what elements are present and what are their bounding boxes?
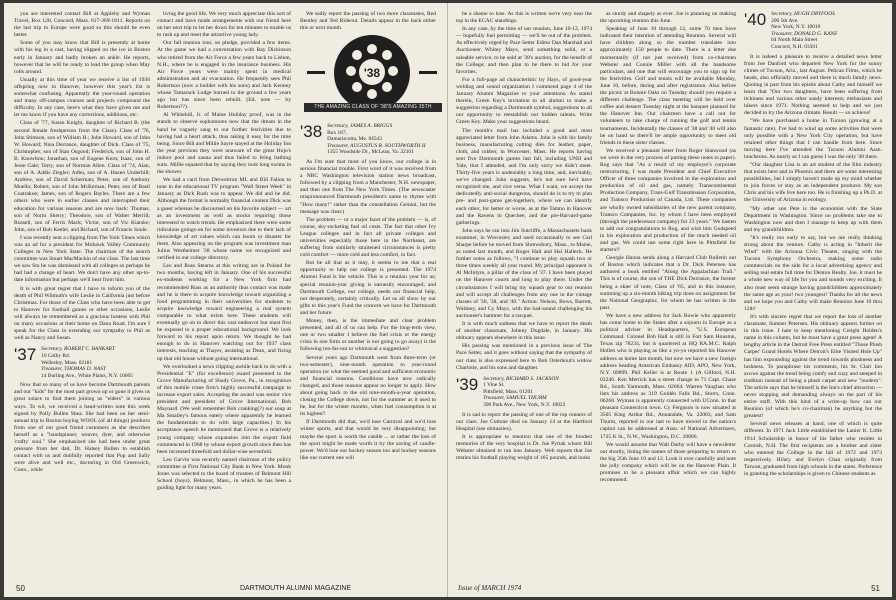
paragraph: We had a card from Derweirton ML and Bill Falion to tune in the educational TV program "Wall Street Week" in January as Dick Rush was to appear. We did and he did. Although the format is normally financial content Dick was a guest whereas he discoursed on his favorite subject — art as an investment as well as stocks requiring those interested to watch trends. He emphasized there were some ridiculous goings-on for some investors due to their lack of knowledge of art values which can boom or disaster for them. Also appearing on the program was investment man Julius Westheimer '38 whose name we recognized and verified in our college directory. [157, 177, 291, 262]
class-year: '40 [744, 10, 767, 29]
right-column-3 [744, 11, 882, 479]
left-column-3 [300, 119, 436, 463]
secretary-name: Secretary, ROBERT C. BANKART [41, 346, 115, 353]
left-column-2 [157, 11, 291, 493]
paragraph: The problem — or a major facet of the problem — is, of course, sky-rocketing fuel oil costs. The fact that other Ivy League colleges and in fact all private colleges and universities especially those here in the Northeast, are suffering from similarly straitened circumstances is pretty cold comfort — more cold and less comfort, in fact. [300, 216, 436, 259]
class-year: '38 [300, 122, 323, 141]
left-page [4, 3, 448, 597]
magazine-spread [4, 3, 892, 597]
paragraph: "Our daughter Lisa is an art student of the film industry that exists here and in Phoenix and there are some interesting possibilities, but I simply haven't made up my mind whether to join forces or stay as an independent producer. My son Chris and his wife live here too. He is finishing up a Ph.D. at the University of Arizona in ecology. [744, 161, 882, 204]
paragraph: As I'm sure that most of you know, our college is in serious financial trouble. First word of it was received from a NBC Washington television station news broadcast, followed by a clipping from a Manchester, N.H. newspaper, and then one from The New York Times. (The newscaster mispronounced Dartmouth president's name to rhyme with "How many!" rather than the constellation Gemini, but the message was clear.) [300, 158, 436, 215]
paragraph: If Dartmouth did that, we'd lose Carnival and we'd lose winter sports, and that would be very disappointing; but maybe the sport is worth the candle ... or rather the loss of the sport might be made worth it by the saving of candle-power. We'd lose our hockey season too and hockey seasons like our current one will [300, 419, 436, 461]
paragraph: For a full-page ad characteristic by Hays, of good-year welding and sound organization I commend page 4 of the January Alumni Magazine to your attentions. As stated therein, Green Key's invitation to all alumni to make a suggestion regarding a Dartmouth symbol, suggestions to all our opportunity to reestablish our hidden talents. Write Green Key. Make your suggestions heard. [456, 76, 592, 126]
class-secretary-info [483, 376, 565, 409]
secretary-address: 1 Vine St. [483, 382, 505, 389]
treasurer-name: Treasurer, AUGUSTUS R. SOUTHWORTH II [327, 142, 426, 149]
paragraph: Several news releases at hand, one of which is quite different. In 1971 Jack Little established the Lanier K. Little 1914 Scholarship in honor of his father who resides in Cornish, N.H. The first recipients are a brother and sister who entered the College in the fall of 1972 and 1973 respectively. Hilary and Evelyn Chan originally from Taiwan, graduated from high schools in the states. Preference in granting the scholarships is given to Chinese students as [744, 421, 882, 477]
treasurer-address: 64 North Main Street [771, 37, 818, 44]
right-column-2 [600, 11, 736, 485]
page-footer: Issue of MARCH 1974 [458, 584, 522, 592]
paragraph: you are interested contact Bill at Appleby and Wyman Travel, Box 128, Concord, Mass. 617-369-1811. Reports on the last trip to Europe were good so this should be even better. [14, 11, 150, 39]
paragraph: as sturdy and shapely as ever. Joe is planning on making the upcoming reunion this June. [600, 11, 736, 25]
class-year: '39 [456, 374, 479, 394]
page-number: 50 [16, 584, 25, 593]
treasurer-address: 14 Burling Ave., White Plains, N.Y. 10605 [41, 372, 133, 379]
secretary-address: Box 187, [327, 129, 347, 136]
paragraph: We have a new address for Jack Bowie who apparently has come home to the States after a sojourn in Europe as a political adviser in Headquarters, "U.S. European Command. Colonel Bob Hall is still in Fort Sam Houston, Texas zip 78234, but is quartered at HQ RA.M.C. Ralph Hollen who is playing as like a yo-yo reported his Hanover address as home last month, but now we have a new foreign address heading American Embassy AID, APO, New York, N.Y. 09899. Phil Keller is at Route 1 (A Gilford, N.H. 03246. Ken Merrick has a street change to 71 Capt. Chase Rd., South Yarmouth, Mass. 02664. Warren Vaughan who lists his address as 319 Goldén Falls Rd., Storrs, Conn. 06268. Wyman is apparently connected with UConn. in that pleasant Connecticut town. Cy Ferguson is now situated at 3505 King Arthur Rd., Annandale, Va. 22003, and Sam Thurm, reported in our last to have moved to the nation's capitol can be addressed at Assn. of National Advertisers, 1725 K St., N.W., Washington, D.C. 20006. [600, 312, 736, 440]
paragraph: I was recently sent a clipping from The York Times which was an ad for a president for Mohawk Valley Community Colleges in New York State. The chairman of the search committee was Stuart MacMackin of our class. The last time we saw Stu he was dismissed with all colleges so perhaps he had had a change of heart. We don't have any other up-to-date information but perhaps we'll hear from him. [14, 234, 150, 284]
class-secretary-info [41, 346, 133, 379]
treasurer-address: 1355 Woodside Dr., McLean, Va. 22101 [327, 149, 414, 156]
paragraph: His passing was mentioned in a previous issue of The Pace Setter, and it goes without saying that the sympathy of our class is also expressed here to Bob Osterhout's widow Charlotte, and his sons and daughter. [456, 343, 592, 371]
paragraph: Al Whitehill, Jr. of Maine Holiday proof, was in the stands to observe sophomores now that the dream in the band he vaguely sang to our further festivities due to having had a heart attack, thus taking it easy for the time being. Since Bill and Millie Sayre stayed at the Holiday Inn the year previous they were unaware of the great Hojo's indoor pool and sauna and thus failed to bring bathing suits. Millie equated that by saying they took long swims in the shower. [157, 112, 291, 176]
secretary-name: Secretary, HUGH DRYFOOS [771, 11, 835, 17]
treasurer-name: Treasurer, THOMAS D. NAST [41, 366, 106, 373]
paragraph: "It's really too early to say, but we are really thinking strong about the venture. Cathy is acting in "Inherit the Wind" with the Arizona Civic Theater, singing with the Tucson Symphony Orchestra, making some radio commercials on the side for a local advertising agency and selling real estate full time for Denton Realty. Joe, it must be a whole new way of life for you and sounds very exciting. It also must seem strange having grandchildren approximately the same age as your! two youngest! Thanks for all the news and we hope you and Cathy will make Reunion June 10 thru 12th! [744, 234, 882, 312]
secretary-address: New York, N.Y. 10010 [771, 24, 821, 31]
paragraph: It is with great regret that I have to inform you of the death of Phil Wilmuth's wife Leslie in California just before Christmas. For those of the Class who have been able to get to Hanover for football games or other occasions, Leslie will always be remembered as a gracious hostess with Phil on many occasions at their home on Dana Road. I'm sure I speak for the Class in extending our sympathy to Phil as well as Nancy and Susan. [14, 285, 150, 342]
class-37-header [14, 346, 150, 379]
secretary-name: Secretary, RICHARD S. JACKSON [483, 375, 559, 382]
paragraph: We received a pleasant letter from Roger Stanwood (as we were in the very process of putting these notes to paper). Rog says that "As a result of my employer's corporate restructuring, I was made President and Chief Executive Officer of three companies involved in the exploration and production of oil and gas, namely Transcontinental Production Company, Trans-Gulf Transmission Corporation, and Transco Production of Canada, Ltd. These companies are wholly owned subsidiaries of the new parent company, Transco Companies, Inc. by whom I have been employed (through the predecessor company) for 23 years." We hasten to add our congratulations to Rog, and wish him Godspeed in his exploration and production of the much needed oil and gas. We could use some right here in Pittsfield for starters!! [600, 147, 736, 254]
paragraph: It is sad to report the passing of one of the top runners of our class. Joe Cottone died on January 14 at the Hartford Hospital (see obituaries). [456, 411, 592, 432]
paragraph: Usually at this time of year we receive a list of 1936 offspring now in Hanover, however this year's list is somewhat confusing. Apparently the year-round operation and many off-campus courses and projects compound the difficulty. In any case, here's what they have given me and let me know if you have any corrections, additions, etc. [14, 76, 150, 119]
secretary-address: Wellesley, Mass. 02181 [41, 359, 93, 366]
paragraph: John says he ran into Jim Sutcliffe, a Massachusetts bank examiner, in Worcester, and used occasionally to see Carl Sharpe before he moved from Shrewsbury, Mass., to Maine, as noted last month, and Roger Hall and Hal Halleck. He further notes as follows, "I continue to play squash two or three times weekly all year round. My principal opponent is Al McIntyre, a pillar of the class of '37. I have been played on the Hanover courts and long to play there. Under the circumstances I will bring my squash gear to our reunion and will accept all challenges from any one in the vintage classes of '36, '38, and '40." Action: Nelson, Bows, Barrett, Waldsey, and Cy Mays, with the bad-sound challenging his auctioneer's hammer for a racquet. [456, 227, 592, 319]
treasurer-name: Treasurer, DONALD G. KANE [771, 30, 838, 37]
treasurer-address: 390 Park Ave., New York, N.Y. 10022 [483, 402, 566, 409]
paragraph: It is appropriate to mention that one of the fondest memories of the very hospital is Dr. Joe Pyrtak whom Bill Webster obtained to run into January. Web reports that Joe retains his football playing weight of 165 pounds, and looks [456, 433, 592, 462]
amazing-class-banner: THE AMAZING CLASS OF '38'S AMAZING 35TH [304, 103, 442, 112]
left-column-1 [14, 11, 150, 476]
paragraph: "My other son Pete is the economist with the State Department in Washington. Since no problems take me to Washington now and then I manage to keep up with them and my grandchildren. [744, 205, 882, 233]
class-38-header [300, 123, 436, 156]
paragraph: Some of you may know that Bill is presently at home with his leg in a cast, having slipped on the ice in Boston early in January and badly broken an ankle. He reports, however that he will be ready to lead the group when May rolls around. [14, 40, 150, 75]
paragraph: The month's mail has included a good and most appreciated letter from John Adams. John is with his family business, manufacturing cutting dies for leather, paper, cloth, and rubber, in Worcester, Mass. He reports having sent five Dartmouth games last fall, including UNH and Yale, that I attended, and I'm only sorry we didn't meet. Thirty-five years is undeniably a long time, and, inevitably, we've changed. John suggests, he's not sure he'd have recognized me, and vice versa. What I want, we accept the dedicatedly anti-social dungeons, should do is to try to plan pre- and post-game get-togethers, where we can identify each other, for better or worse, as at the Tamno in Hanover and the Ravens in Quechee, and the pre-Harvard-game gatherings. [456, 127, 592, 226]
paragraph: Leo and Russ Stearns at this writing are in Poland for two months, having left in January. One of his successful ex-students working for a New York firm had recommended Russ as an authority thus contact was made and he is there to acquire knowledge toward organizing a food programming in their universities for students to acquire knowledge toward engineering a real system comparable to what exists here. These students will eventually go on to direct this vast endeavor but must first be exposed to a proper educational background. We look forward to his report upon return. We thought he had enough to do in Hanover watching out for 1937 class interests, teaching at Thayer, assisting as Dean, and fixing up that old house without going international. [157, 263, 291, 362]
secretary-address: 200 5th Ave. [771, 17, 799, 24]
page-footer: DARTMOUTH ALUMNI MAGAZINE [239, 585, 352, 592]
secretary-address: Pittsfield, Mass. 01201 [483, 388, 533, 395]
secretary-address: Damariscotta, Me. 04543 [327, 136, 382, 143]
treasurer-address: Concord, N.H. 03301 [771, 43, 818, 50]
paragraph: Leo Garvin was recently named chairman of the policy committee at First National City Bank in New York. Monk Jones was selected to the board of trustees of Belmont Hill School (boys), Belmont, Mass., in which he has been a guiding light for many years. [157, 456, 291, 492]
paragraph: Several years ago Dartmouth went from three-term (or two-semester), nine-month operation to year-round operation (or what the seemed good and sufficient economic and financial reasons. Conditions have now radically changed, and those reasons appear no longer to apply. How about going back to the old nine-month-a-year operation, closing the College down, not for the summer as it used to be, but for the winter months, when fuel consumption is at its highest? [300, 354, 436, 418]
page-number: 51 [871, 584, 880, 593]
right-page [448, 3, 892, 597]
paragraph: "We have purchased a home in Tucson (growing at a fantastic rate). I've had to wind up some activities that were only possible with a New York City operation, but have retained other things that I can handle from here. Since moving here I've attended the Tucson Alumni Assn. luncheons. As nearly as I can guess I was the only '40 there. [744, 118, 882, 160]
paragraph: Money, then, is the immediate and clear problem presented, and all of us can help. For the long-term view, one or two smaller I believe the fuel crisis or the energy crisis in one form or another is not going to go away) is the following too-far-out or whimsical a suggestion? [300, 318, 436, 353]
paragraph: It is indeed a pleasure to receive a detailed news letter from Joe Danford who departed New York for the sunny climes of Tucson, Ariz., last August. Pelican Films, which he heads, also officially moved and there is much family news. Quoting in part from his epistle about Cathy and himself we learn that "Our two daughters, have been suffering from itchiness and various other sandy interests; enthusiasts and hikers since 1971. Nothing seemed to help and we just decided to try the Arizona climate. Result — so achieve! [744, 53, 882, 117]
paragraph: Speaking of June 10 through 12, some 70 men have indicated their intention of attending Reunion. Several will have children along so the number translates into approximately 150 people to date. There is a letter due momentarily (if not just received) from co-chairmen Webster and Connie Miller with all the handsome particulars, and one that will encourage you to sign up for the festivities. Golf and tennis will be available Monday, June 10, before, during and after registration. Also before the picnic at Bonnie Oaks on Tuesday should you require a different challenge. The class meeting will be held over coffee and dessert Tuesday night at the banquet planned for the Hanover Inn. Our chairmen have a call out for volunteers to take charge of running the golf and tennis tournaments. Incidentally the classes of '38 and '40 will also be on hand so there'll be ample opportunity to meet old friends in these sister classes. [600, 26, 736, 146]
paragraph: be a shame to lose. As this is written we're very near the top in the ECAC standings. [456, 11, 592, 25]
right-column-1 [456, 11, 592, 463]
paragraph: living the good life. We very much appreciate this sort of contact and have made arrangements with our friend here on her next trip to let her down for ten minutes to enable us to rush up and meet the attractive young lady. [157, 11, 291, 39]
paragraph: Our fall reunion tour, on pledge, provided a few items. At the game we had a conversation with Ray Dickinson who retired from the Air Force a few years back to Lisbon, N.H., where he is engaged in the insurance business. His Air Force years were mainly spent in medical administration and air evacuation. He frequently sees Phil Robertson (now a builder with his sons) and Jack Kenney whose Tamarack Lodge burned to the ground a few years ago but has since been rebuilt. (Ed. note — by Robertson??). [157, 40, 291, 111]
paragraph: Class of '77, Susan Knight, daughter of Richard B. (the second female freshperson from the Class). Class of '76, John Stimson, son of William H.; John Howard, son of John W. Howard; Nina Derrance, daughter of Dick. Class of '75, Christopher, son of Stan Osgood; Frederick, son of John H. B. Knowlton; Jonathan, son of Eugene Kern; Isaac, son of Jesse Gale; Terry, son of Norman Allen. Class of '74, Alan, son of A. Addis Ziegler; Adhu, son of A. Hazen Underhill; Andrew, son of David Scherman; Peter, son of Anthony Muello; Robert, son of John McKernan; Peter, son of Basil Cuatrakoe; James, son of Rogers Bayles. There are a few others who were in earlier classes and interrupted their education for various reasons and are now back: Thomas, son of Norm Sherry; Theodore, son of Walter Merrill; Russell, son of Ferris Mack; Victor, son of Vic Kiarske; John, son of Bob Keeler, and Richard, son of Francis Soule. [14, 120, 150, 233]
treasurer-name: Treasurer, SAMUEL THURM [483, 395, 547, 402]
class-39-header [456, 376, 592, 409]
paragraph: It's with sincere regret that we report the loss of another classmate, Sumner Petersen. His obituary appears further on in this issue. I hate to keep mentioning Creight Holden's name in this column, but he must have a great press agent! A lengthy article in the Detroit Free Press entitled "Those Plush Carpet' Grand Hotels Where Detroit's Elite Visited Hole Up" has him expounding against the trend towards plushness and lushness. To paraphrase his comments, his St. Clair Inn avows against the trend being comfy and cozy and steeped in tradition instead of being a plush carpet and new "modern". The article says that he himself is the Inn's chief attraction — never stopping and demanding always on the part of his entire staff. With this kind of a write-up how can our Reunion (of which he's co-chairman) be anything but the greatest! [744, 313, 882, 420]
class-secretary-info [771, 11, 837, 51]
col1-top-text [14, 11, 150, 342]
paragraph: We overlooked a news clipping awhile back to do with a Presidential "E" (for excellence) award presented to the Grove Manufacturing of Shady Grove, Pa., in recognition of this mobile crane firm's highly successful campaign to increase export sales. Accepting the award was senior vice president and president of Grove International, Bob Maynard. (We well remember Bob cranking(?) our soup at Ma Smalley's famous eatery where apparently he learned the fundamentals to do with large capacities.) In his acceptance speech he mentioned that Grove is a relatively young company whose expansion into the export field commenced in 1968 by whose export growth since then has been increased threefold and dollar-wise sevenfold. [157, 363, 291, 455]
class-40-header [744, 11, 882, 51]
paragraph: In any case, by the time of our reunion, June 10-12, 1974 — hopefully fuel permitting — we'll be out of the problem. As effectively urged by Pace Setter Editor Dan Marshall and Auctioneer Whitey Mays, send something solid, or a saleable service, to be sold at '38's auction, for the benefit of the College; and then plan to be there to bid for your favorites. [456, 26, 592, 75]
emblem-year: '38 [363, 66, 381, 80]
paragraph: We sadly report the passing of two more classmates, Red Bentley and Ted Rideout. Details appear in the back either this or next month. [300, 11, 436, 32]
secretary-name: Secretary, JAMES A. BRIGGS [327, 123, 393, 129]
paragraph: Now that so many of us have become Dartmouth parents and our "kids" for the most part grown up or gone it gives us great solace to find them joining us "elders" in various ways. To wit, we received a hand-written note this week signed by Polly Bullen Shea. She had been on her semi-annual trip to Boston buying WOOL (of all things) products from one of our good friend customers as she describes herself as a "handspinner, weaver, dyer, and otherwise 'crafty' soul." She emphasized she had been under great pressure from her dad, Dr. Halsey Bullen to establish contact with us and dutifully reported that Pop and Sally were alive and well etc., doctoring in Old Greenwich, Conn., while [14, 382, 150, 474]
paragraph: We would assume that Walt Darby will have a newsletter out shortly, listing the names of those preparing to return to the big 35th June 10 and 12. Look it over carefully and note the jolly company which will be on the Hanover Plain. It promises to be a pleasant affair which we can highly recommend. [600, 441, 736, 484]
class-year: '37 [14, 345, 37, 365]
paragraph: But be all that as it may, it seems to me that a real opportunity to help our college is presented. The 1974 Alumni Fund is the vehicle. This is a reunion year for us; special reunion-year giving is earnestly encouraged; and Dartmouth College, our college, needs our financial help, not desperately, certainly critically. Let us all show by our gifts to this year's Fund the concern we have for Dartmouth and her future. [300, 260, 436, 316]
secretary-address: 10 Colby Rd. [41, 352, 71, 359]
paragraph: It is with much sadness that we have to report the death of another classmate, Johnny Dugdale, in January. His obituary appears elsewhere in this issue. [456, 321, 592, 342]
class-secretary-info [327, 123, 425, 156]
paragraph: Georgie Hanna sends along a Harvard Club Bulletin out of Boston which indicates that a Dr. Dick Petersen has authored a book entitled "Along the Appalachian Trail." This is of course, the son of THE Dick Durrance, the former being a skier of note, Class of '65, and in this instance, summing up a six-month hiking trip done on assignment for the National Geographic, for whom he has written in the past. [600, 255, 736, 311]
